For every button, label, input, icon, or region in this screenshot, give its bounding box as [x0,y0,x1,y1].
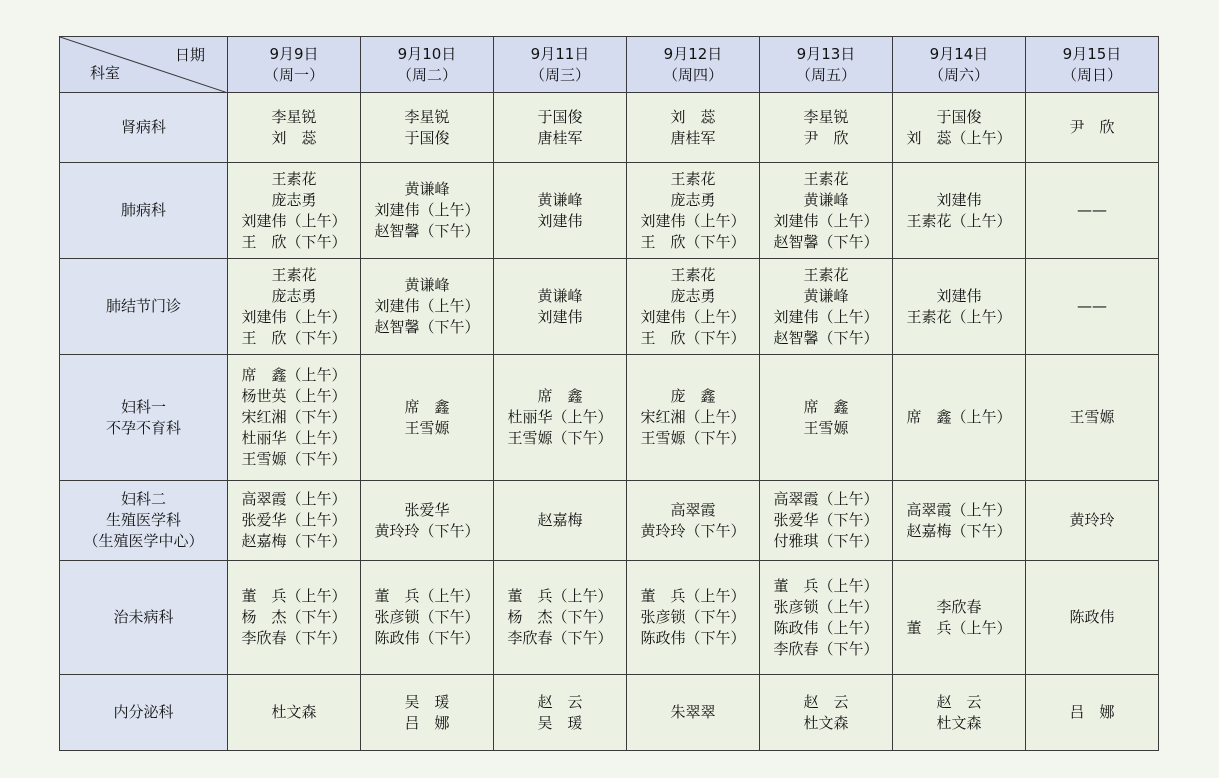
day-weekday: （周日） [1061,65,1122,84]
doctor-entry: 黄谦峰 [537,190,583,209]
doctor-entry: 张彦锁（上午） [773,597,879,616]
doctor-entry: 李欣春 [906,597,982,616]
doctor-entry: 刘建伟 [537,211,583,230]
doctor-entry: 刘建伟 [906,286,982,305]
schedule-cell [361,355,494,481]
doctor-entry: 刘建伟（上午） [374,201,480,219]
doctor-entry: 王素花 [241,169,317,188]
corner-date-label: 日期 [174,46,205,64]
schedule-cell [1026,561,1159,675]
doctor-entry: 于国俊 [404,128,450,147]
department-header [60,355,228,481]
doctor-entry: 董 兵（上午） [374,587,480,605]
doctor-entry: 黄谦峰 [773,190,849,209]
schedule-cell [1026,481,1159,561]
doctor-entry: 陈政伟（上午） [773,618,879,637]
doctor-entry: 王雪嫄 [1069,408,1115,426]
doctor-entry: 杜丽华（上午） [241,429,347,447]
schedule-cell [760,481,893,561]
department-name-line: 内分泌科 [113,703,174,721]
day-header [760,37,893,93]
doctor-entry: 赵 云 [803,692,849,711]
doctor-entry: 刘建伟（上午） [241,307,347,326]
doctor-entry: 庞志勇 [241,190,317,209]
schedule-cell [494,163,627,259]
day-date: 9月11日 [530,44,590,63]
doctor-entry: 刘 蕊 [271,128,317,147]
department-header [60,163,228,259]
day-date: 9月15日 [1062,44,1122,63]
doctor-entry: 王雪嫄（下午） [507,429,613,447]
doctor-entry: 王素花 [773,169,849,188]
day-weekday: （周三） [529,65,590,84]
doctor-entry: 吕 娜 [404,713,450,732]
doctor-entry: 张彦锁（下午） [640,608,746,626]
day-date: 9月14日 [929,44,989,63]
table-row [60,675,1159,751]
table-row [60,163,1159,259]
doctor-entry: 杨 杰（下午） [507,608,613,626]
schedule-cell [627,561,760,675]
schedule-cell [1026,675,1159,751]
day-date: 9月10日 [397,44,457,63]
doctor-entry: 黄玲玲（下午） [374,521,480,540]
doctor-entry: 赵嘉梅 [537,511,583,529]
doctor-entry: 庞志勇 [640,286,716,305]
day-header [893,37,1026,93]
doctor-entry: 杜文森 [803,713,849,732]
schedule-cell [361,675,494,751]
doctor-entry: 于国俊 [537,107,583,126]
doctor-entry: 王雪嫄 [803,418,849,437]
schedule-cell [228,163,361,259]
doctor-entry: 王素花（上午） [906,307,1012,326]
schedule-cell [494,93,627,163]
schedule-cell [361,259,494,355]
schedule-cell [494,675,627,751]
schedule-cell [228,675,361,751]
doctor-entry: 张爱华（下午） [773,511,879,529]
doctor-entry: 刘建伟（上午） [374,297,480,315]
day-weekday: （周五） [795,65,856,84]
doctor-entry: 于国俊 [906,107,982,126]
department-name-line: 治未病科 [113,608,174,626]
department-name-line: 肺结节门诊 [105,297,181,315]
doctor-entry: 董 兵（上午） [906,618,1012,637]
doctor-entry: 席 鑫 [507,387,583,405]
doctor-entry: 赵智馨（下午） [773,232,879,251]
table-row [60,481,1159,561]
doctor-entry: 朱翠翠 [670,703,716,721]
schedule-cell [1026,259,1159,355]
schedule-cell [760,93,893,163]
schedule-cell [494,355,627,481]
doctor-entry: 王素花 [640,169,716,188]
doctor-entry: 王雪嫄（下午） [640,429,746,447]
table-row [60,93,1159,163]
doctor-entry: 尹 欣 [1069,118,1115,136]
doctor-entry: 庞志勇 [640,190,716,209]
schedule-cell [760,163,893,259]
doctor-entry: 陈政伟（下午） [374,629,480,647]
doctor-entry: 黄玲玲（下午） [640,521,746,540]
doctor-entry: 宋红湘（上午） [640,408,746,426]
schedule-cell [361,481,494,561]
doctor-entry: 黄谦峰 [773,286,849,305]
day-date: 9月9日 [269,44,319,63]
schedule-cell [893,675,1026,751]
doctor-entry: 高翠霞（上午） [773,490,879,508]
table-row [60,355,1159,481]
schedule-cell [627,93,760,163]
schedule-cell [1026,163,1159,259]
doctor-entry: 李欣春（下午） [507,629,613,647]
doctor-entry: 赵 云 [936,692,982,711]
schedule-cell [893,259,1026,355]
doctor-entry: 赵 云 [537,692,583,711]
table-row [60,259,1159,355]
schedule-body [60,93,1159,751]
doctor-entry: 王雪嫄 [404,418,450,437]
doctor-entry: 刘 蕊（上午） [906,128,1012,147]
doctor-entry: 王素花 [773,265,849,284]
schedule-cell [893,481,1026,561]
schedule-cell [494,481,627,561]
schedule-cell [228,561,361,675]
doctor-entry: 黄谦峰 [374,180,450,198]
department-name-line: 妇科二 [120,490,166,508]
day-weekday: （周四） [662,65,723,84]
doctor-entry: 杜文森 [271,703,317,721]
doctor-entry: 董 兵（上午） [773,576,879,595]
doctor-entry: 杨 杰（下午） [241,608,347,626]
schedule-cell [893,163,1026,259]
doctor-entry: 王 欣（下午） [241,328,347,347]
schedule-table [59,36,1159,751]
doctor-entry: 高翠霞 [640,500,716,519]
corner-dept-label: 科室 [90,64,121,82]
doctor-entry: 王素花（上午） [906,211,1012,230]
doctor-entry: 黄谦峰 [537,286,583,305]
doctor-entry: 王雪嫄（下午） [241,450,347,468]
department-name-line: 肺病科 [120,201,166,219]
department-name-line: 生殖医学科 [105,511,181,529]
doctor-entry: 赵嘉梅（下午） [906,521,1012,540]
department-header [60,259,228,355]
doctor-entry: 席 鑫 [404,397,450,416]
schedule-cell [361,163,494,259]
department-name-line: 肾病科 [120,118,166,136]
doctor-entry: 王 欣（下午） [640,232,746,251]
day-weekday: （周六） [928,65,989,84]
day-weekday: （周一） [263,65,324,84]
doctor-entry: 王素花 [241,265,317,284]
doctor-entry: 宋红湘（下午） [241,408,347,426]
department-header [60,675,228,751]
schedule-cell [1026,93,1159,163]
schedule-cell [361,561,494,675]
department-header [60,481,228,561]
day-date: 9月13日 [796,44,856,63]
day-date: 9月12日 [663,44,723,63]
doctor-entry: 董 兵（上午） [241,587,347,605]
day-weekday: （周二） [396,65,457,84]
doctor-entry: 席 鑫（上午） [241,366,347,384]
day-header [627,37,760,93]
table-row [60,561,1159,675]
doctor-entry: 黄谦峰 [374,276,450,294]
schedule-cell [760,259,893,355]
doctor-entry: 高翠霞（上午） [241,490,347,508]
doctor-entry: 刘建伟 [537,307,583,326]
doctor-entry: 王素花 [640,265,716,284]
doctor-entry: 张彦锁（下午） [374,608,480,626]
schedule-cell [760,675,893,751]
day-header [494,37,627,93]
doctor-entry: 庞 鑫 [640,387,716,405]
day-header [1026,37,1159,93]
doctor-entry: 杜文森 [936,713,982,732]
doctor-entry: 李星锐 [803,107,849,126]
doctor-entry: 唐桂军 [670,128,716,147]
schedule-cell [361,93,494,163]
department-name-line: 不孕不育科 [105,418,181,437]
corner-header [60,37,228,93]
schedule-cell [893,355,1026,481]
schedule-cell [760,355,893,481]
doctor-entry: 李星锐 [404,107,450,126]
doctor-entry: 刘建伟（上午） [640,211,746,230]
doctor-entry: 李星锐 [271,107,317,126]
department-header [60,93,228,163]
doctor-entry: 唐桂军 [537,128,583,147]
doctor-entry: 吴 瑗 [537,713,583,732]
doctor-entry: 席 鑫（上午） [906,408,1012,426]
schedule-cell [627,355,760,481]
schedule-cell [627,163,760,259]
doctor-entry: —— [1077,297,1107,315]
doctor-entry: 赵智馨（下午） [374,318,480,336]
doctor-entry: 李欣春（下午） [773,639,879,658]
doctor-entry: 董 兵（上午） [640,587,746,605]
schedule-cell [760,561,893,675]
doctor-entry: 庞志勇 [241,286,317,305]
schedule-cell [893,93,1026,163]
doctor-entry: 张爱华 [374,500,450,519]
schedule-cell [494,561,627,675]
doctor-entry: 张爱华（上午） [241,511,347,529]
doctor-entry: 李欣春（下午） [241,629,347,647]
doctor-entry: 赵智馨（下午） [773,328,879,347]
schedule-cell [228,355,361,481]
doctor-entry: 董 兵（上午） [507,587,613,605]
doctor-entry: 吕 娜 [1069,703,1115,721]
doctor-entry: 刘建伟（上午） [241,211,347,230]
department-header [60,561,228,675]
doctor-entry: 赵嘉梅（下午） [241,532,347,550]
doctor-entry: 黄玲玲 [1069,511,1115,529]
doctor-entry: 杨世英（上午） [241,387,347,405]
department-name-line: 妇科一 [120,397,166,416]
schedule-cell [228,481,361,561]
doctor-entry: —— [1077,201,1107,219]
schedule-cell [1026,355,1159,481]
doctor-entry: 席 鑫 [803,397,849,416]
doctor-entry: 刘建伟（上午） [773,211,879,230]
day-header [361,37,494,93]
schedule-cell [893,561,1026,675]
schedule-cell [627,481,760,561]
schedule-cell [494,259,627,355]
header-row [60,37,1159,93]
doctor-entry: 刘建伟（上午） [773,307,879,326]
doctor-entry: 刘 蕊 [670,107,716,126]
doctor-entry: 尹 欣 [803,128,849,147]
schedule-cell [627,675,760,751]
doctor-entry: 刘建伟（上午） [640,307,746,326]
department-name-line: （生殖医学中心） [83,532,204,550]
doctor-entry: 刘建伟 [906,190,982,209]
schedule-cell [228,259,361,355]
doctor-entry: 吴 瑗 [404,692,450,711]
doctor-entry: 付雅琪（下午） [773,532,879,550]
doctor-entry: 陈政伟 [1069,608,1115,626]
doctor-entry: 杜丽华（上午） [507,408,613,426]
doctor-entry: 赵智馨（下午） [374,222,480,240]
doctor-entry: 陈政伟（下午） [640,629,746,647]
doctor-entry: 王 欣（下午） [640,328,746,347]
schedule-cell [228,93,361,163]
day-header [228,37,361,93]
doctor-entry: 高翠霞（上午） [906,500,1012,519]
doctor-entry: 王 欣（下午） [241,232,347,251]
schedule-cell [627,259,760,355]
